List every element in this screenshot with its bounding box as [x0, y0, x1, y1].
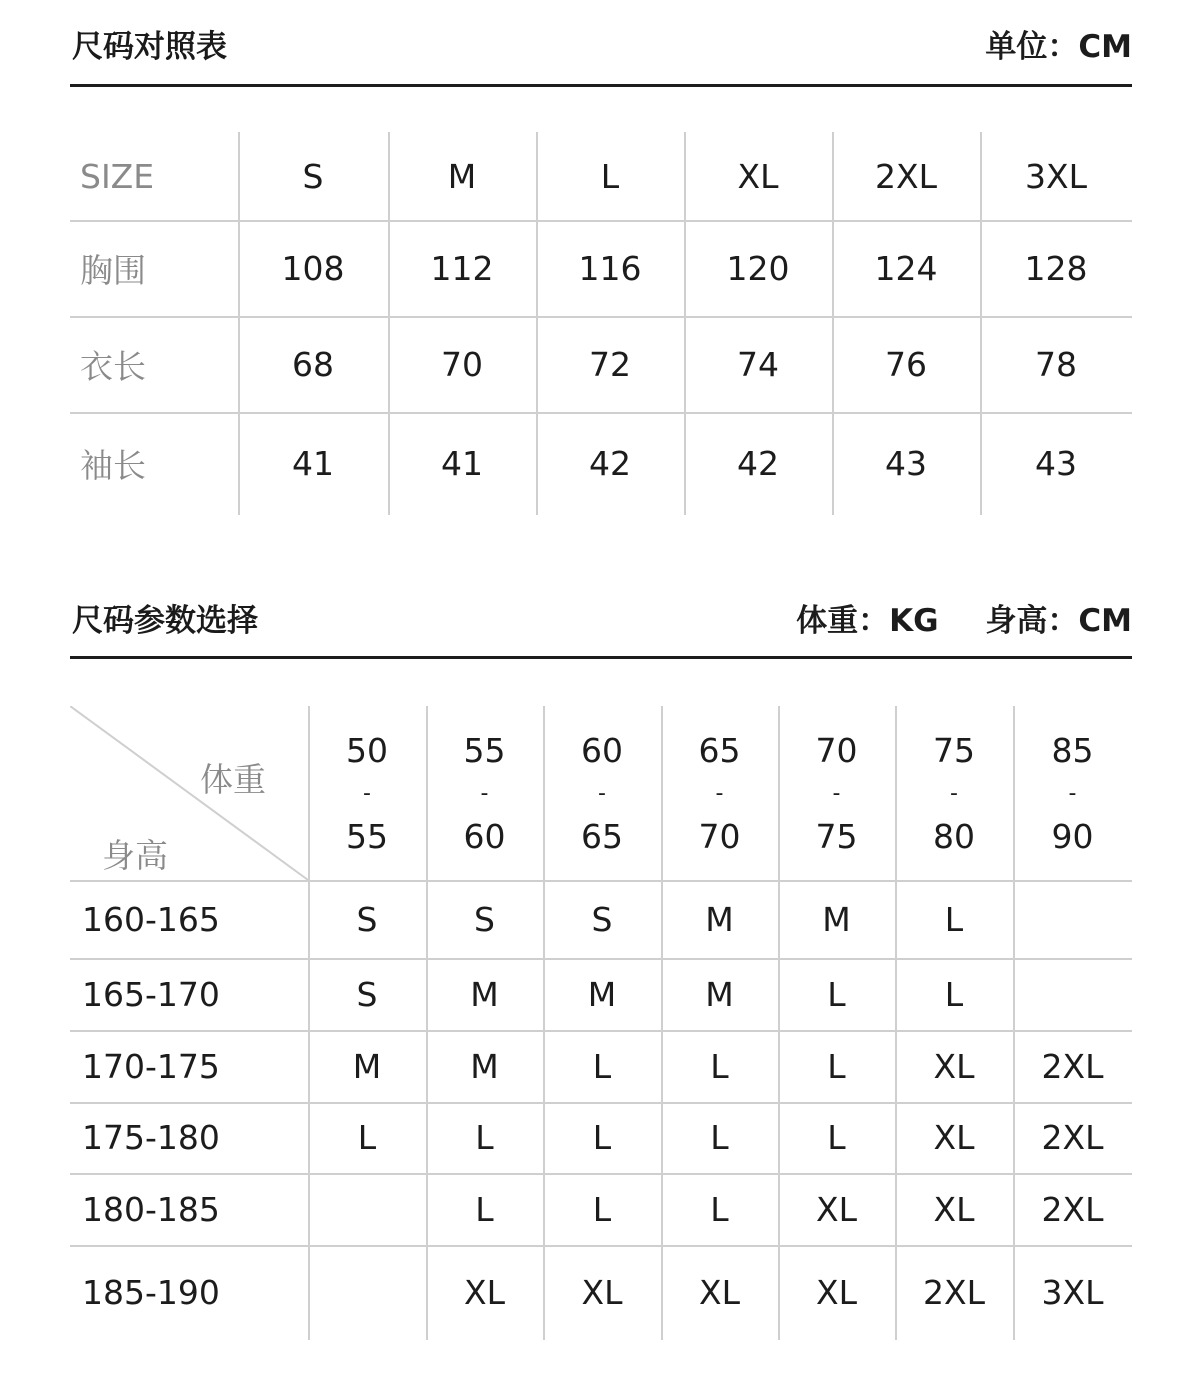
recommended-size: L — [827, 1118, 846, 1157]
size-header-cell: S — [302, 156, 324, 196]
recommended-size: S — [356, 974, 378, 1014]
size-chart-unit-group — [949, 30, 1132, 64]
weight-range-sep: - — [715, 780, 724, 806]
weight-range-header — [426, 706, 543, 880]
recommended-size: L — [827, 1046, 846, 1086]
recommended-size: L — [710, 1118, 729, 1157]
size-header-cell: XL — [737, 156, 779, 196]
measurement-value: 68 — [292, 344, 334, 384]
weight-range-top: 60 — [581, 730, 623, 770]
recommended-size: 2XL — [923, 1273, 985, 1312]
size-header-cell: 3XL — [1025, 156, 1087, 196]
recommended-size — [1013, 958, 1132, 1030]
height-range-label: 165-170 — [82, 974, 220, 1014]
recommended-size: L — [710, 1189, 729, 1229]
size-chart-table — [70, 132, 1132, 515]
weight-range-bottom: 90 — [1051, 816, 1094, 856]
measurement-label: 胸围 — [80, 250, 146, 290]
weight-range-bottom: 75 — [815, 816, 858, 856]
recommended-size: M — [587, 974, 617, 1014]
recommended-size: S — [474, 899, 495, 939]
recommended-size: 3XL — [1041, 1273, 1104, 1312]
measurement-label: 袖长 — [80, 446, 146, 485]
size-chart-unit: 单位：CM — [985, 29, 1132, 65]
size-selector-header — [70, 600, 1132, 659]
measurement-value: 120 — [726, 248, 790, 288]
weight-range-header — [661, 706, 778, 880]
size-selector-unit-group — [760, 604, 1132, 638]
recommended-size: XL — [933, 1046, 975, 1086]
recommended-size: 2XL — [1041, 1118, 1104, 1157]
measurement-value: 76 — [885, 344, 927, 384]
height-range-label: 185-190 — [82, 1273, 220, 1312]
recommended-size: L — [827, 974, 846, 1014]
measurement-label: 衣长 — [80, 346, 146, 386]
size-selector-title: 尺码参数选择 — [72, 603, 258, 639]
weight-range-header — [543, 706, 661, 880]
measurement-value: 124 — [874, 248, 938, 288]
recommended-size — [1013, 880, 1132, 958]
recommended-size — [308, 1173, 426, 1245]
corner-height-label: 身高 — [102, 836, 168, 875]
recommended-size: S — [591, 899, 613, 939]
measurement-value: 70 — [441, 344, 483, 384]
recommended-size: L — [592, 1118, 612, 1157]
recommended-size: M — [470, 1046, 499, 1086]
weight-range-bottom: 70 — [698, 816, 741, 856]
weight-range-top: 75 — [933, 730, 975, 770]
recommended-size: XL — [816, 1273, 857, 1312]
recommended-size: M — [705, 974, 734, 1014]
recommended-size: XL — [581, 1273, 623, 1312]
weight-range-top: 55 — [463, 730, 506, 770]
measurement-value: 116 — [578, 248, 642, 288]
weight-range-sep: - — [598, 780, 606, 806]
size-header-cell: 2XL — [875, 156, 937, 196]
size-chart-header — [70, 28, 1132, 87]
weight-range-top: 50 — [346, 730, 388, 770]
recommended-size: XL — [816, 1189, 857, 1229]
recommended-size: L — [944, 899, 964, 939]
weight-range-sep: - — [950, 780, 958, 806]
weight-range-sep: - — [1068, 780, 1077, 806]
height-range-label: 170-175 — [82, 1046, 220, 1086]
weight-range-header — [1013, 706, 1132, 880]
recommended-size: M — [705, 899, 734, 939]
measurement-value: 41 — [441, 444, 483, 483]
measurement-value: 41 — [292, 444, 334, 483]
corner-weight-label: 体重 — [200, 760, 266, 799]
measurement-value: 42 — [589, 444, 631, 483]
weight-range-header — [778, 706, 895, 880]
size-chart-title: 尺码对照表 — [72, 29, 227, 65]
recommended-size: L — [475, 1189, 494, 1229]
size-selector-table — [70, 706, 1132, 1340]
size-header-cell: L — [600, 156, 620, 196]
height-range-label: 180-185 — [82, 1189, 220, 1229]
weight-range-top: 65 — [698, 730, 741, 770]
measurement-value: 128 — [1024, 248, 1088, 288]
height-range-label: 160-165 — [82, 899, 220, 939]
recommended-size: L — [710, 1046, 729, 1086]
measurement-value: 74 — [737, 344, 779, 384]
recommended-size: L — [357, 1118, 377, 1157]
weight-range-bottom: 65 — [581, 816, 623, 856]
recommended-size: XL — [699, 1273, 740, 1312]
weight-range-sep: - — [832, 780, 841, 806]
recommended-size: L — [475, 1118, 494, 1157]
measurement-value: 42 — [737, 444, 779, 483]
measurement-value: 72 — [589, 344, 631, 384]
recommended-size: L — [944, 974, 964, 1014]
measurement-value: 43 — [885, 444, 927, 483]
height-unit: 身高：CM — [985, 603, 1132, 639]
recommended-size: S — [356, 899, 378, 939]
recommended-size: M — [352, 1046, 382, 1086]
recommended-size: XL — [933, 1118, 975, 1157]
weight-range-header — [895, 706, 1013, 880]
recommended-size — [308, 1245, 426, 1340]
size-header-cell: M — [447, 156, 477, 196]
measurement-value: 108 — [281, 248, 345, 288]
measurement-value: 78 — [1035, 344, 1077, 384]
recommended-size: XL — [933, 1189, 975, 1229]
recommended-size: M — [822, 899, 851, 939]
weight-range-sep: - — [363, 780, 371, 806]
measurement-value: 112 — [430, 248, 494, 288]
recommended-size: 2XL — [1041, 1046, 1104, 1086]
weight-range-header — [308, 706, 426, 880]
weight-range-bottom: 55 — [346, 816, 388, 856]
weight-range-sep: - — [480, 780, 489, 806]
height-range-label: 175-180 — [82, 1118, 220, 1157]
weight-unit: 体重：KG — [796, 603, 939, 639]
recommended-size: M — [470, 974, 499, 1014]
measurement-value: 43 — [1035, 444, 1077, 483]
weight-range-bottom: 60 — [463, 816, 506, 856]
recommended-size: L — [592, 1189, 612, 1229]
recommended-size: L — [592, 1046, 612, 1086]
weight-range-top: 85 — [1051, 730, 1094, 770]
recommended-size: 2XL — [1041, 1189, 1104, 1229]
recommended-size: XL — [464, 1273, 505, 1312]
weight-range-top: 70 — [815, 730, 858, 770]
weight-range-bottom: 80 — [933, 816, 975, 856]
size-header-label: SIZE — [80, 156, 155, 196]
